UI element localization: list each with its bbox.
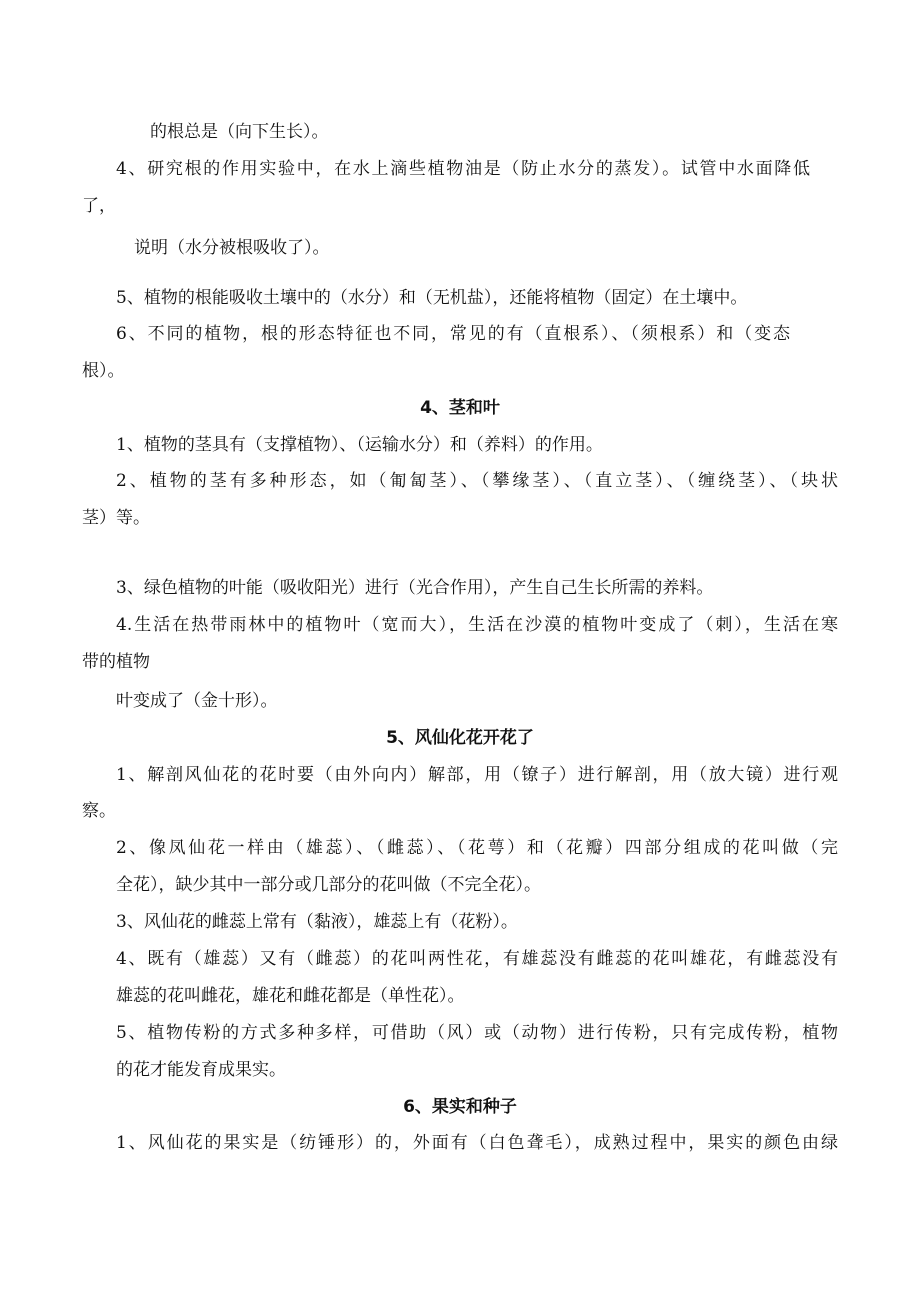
section-heading-stem-leaf: 4、茎和叶 [420, 398, 500, 418]
text-line: 带的植物 [82, 652, 150, 672]
text-line: 3、绿色植物的叶能（吸收阳光）进行（光合作用），产生自己生长所需的养料。 [116, 578, 714, 598]
text-line: 4.生活在热带雨林中的植物叶（宽而大），生活在沙漠的植物叶变成了（刺），生活在寒 [116, 615, 838, 635]
text-line: 1、风仙花的果实是（纺锤形）的，外面有（白色聋毛），成熟过程中，果实的颜色由绿 [116, 1133, 838, 1153]
text-line: 茎）等。 [82, 508, 150, 528]
text-line: 3、风仙花的雌蕊上常有（黏液），雄蕊上有（花粉）。 [116, 912, 518, 932]
text-line: 4、既有（雄蕊）又有（雌蕊）的花叫两性花，有雄蕊没有雌蕊的花叫雄花，有雌蕊没有 [116, 949, 838, 969]
text-line: 2、植物的茎有多种形态，如（匍匐茎）、（攀缘茎）、（直立茎）、（缠绕茎）、（块状 [116, 471, 838, 491]
text-line: 说明（水分被根吸收了）。 [134, 238, 330, 258]
text-line: 1、解剖风仙花的花时要（由外向内）解部，用（镣子）进行解剖，用（放大镜）进行观 [116, 765, 838, 785]
text-line: 5、植物传粉的方式多种多样，可借助（风）或（动物）进行传粉，只有完成传粉，植物 [116, 1023, 838, 1043]
text-line: 5、植物的根能吸收土壤中的（水分）和（无机盐），还能将植物（固定）在土壤中。 [116, 288, 748, 308]
text-line: 叶变成了（金十形）。 [116, 691, 278, 711]
text-line: 全花），缺少其中一部分或几部分的花叫做（不完全花）。 [116, 875, 541, 895]
section-heading-fruit-seed: 6、果实和种子 [403, 1097, 517, 1117]
section-heading-impatiens-flower: 5、风仙化花开花了 [386, 728, 534, 748]
text-line: 6、不同的植物，根的形态特征也不同，常见的有（直根系）、（须根系）和（变态 [116, 324, 790, 344]
text-line: 了， [82, 196, 116, 216]
text-line: 察。 [82, 801, 116, 821]
text-line: 的根总是（向下生长）。 [150, 122, 329, 142]
text-line: 的花才能发育成果实。 [116, 1060, 286, 1080]
text-line: 4、研究根的作用实验中，在水上滴些植物油是（防止水分的蒸发）。试管中水面降低 [116, 159, 810, 179]
text-line: 根）。 [82, 361, 125, 381]
text-line: 1、植物的茎具有（支撑植物）、（运输水分）和（养料）的作用。 [116, 435, 603, 455]
text-line: 2、像凤仙花一样由（雄蕊）、（雌蕊）、（花萼）和（花瓣）四部分组成的花叫做（完 [116, 838, 838, 858]
text-line: 雄蕊的花叫雌花，雄花和雌花都是（单性花）。 [116, 986, 465, 1006]
